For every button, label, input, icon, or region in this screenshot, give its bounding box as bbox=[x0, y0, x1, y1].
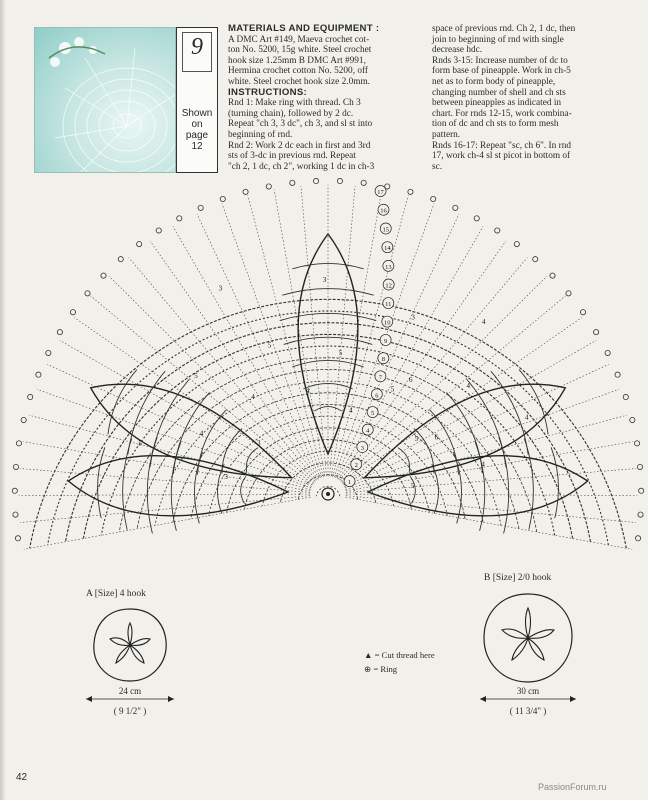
round-number-label: 17 bbox=[377, 188, 384, 196]
instruction-line: (turning chain), followed by 2 dc. bbox=[228, 108, 354, 119]
pineapple-motif bbox=[298, 234, 358, 454]
instruction-line: net as to form body of pineapple, bbox=[432, 76, 556, 87]
stitch-count-label: 5 bbox=[194, 371, 198, 380]
size-b-doily-icon bbox=[480, 590, 576, 686]
materials-line: ton No. 5200, 15g white. Steel crochet bbox=[228, 45, 372, 56]
size-a-dim-in: ( 9 1/2" ) bbox=[113, 706, 147, 716]
picot-loop bbox=[13, 512, 18, 517]
picot-loop bbox=[533, 257, 538, 262]
spoke-line bbox=[20, 468, 310, 492]
size-b-dim-cm: 30 cm bbox=[516, 686, 540, 696]
round-number-label: 12 bbox=[385, 282, 392, 290]
materials-line: A DMC Art #149, Maeva crochet cot- bbox=[228, 34, 370, 45]
stitch-count-label: 3 bbox=[218, 284, 223, 293]
legend-cut-thread bbox=[364, 648, 435, 662]
pineapple-row bbox=[195, 452, 203, 523]
picot-loop bbox=[637, 464, 642, 469]
stitch-count-label: 3 bbox=[256, 439, 261, 448]
picot-loop bbox=[57, 330, 62, 335]
instruction-line: Rnd 1: Make ring with thread. Ch 3 bbox=[228, 98, 361, 109]
round-number-label: 2 bbox=[354, 462, 358, 470]
round-number-label: 13 bbox=[385, 263, 392, 271]
picot-loop bbox=[514, 242, 519, 247]
instruction-line: sts of 3-dc in previous rnd. Repeat bbox=[228, 151, 356, 162]
pineapple-row bbox=[491, 371, 528, 454]
round-number-label: 7 bbox=[378, 374, 383, 382]
instruction-line: Rnds 16-17: Repeat "sc, ch 6". In rnd bbox=[432, 140, 572, 151]
picot-loop bbox=[630, 417, 635, 422]
stitch-count-label: 4 bbox=[306, 387, 310, 396]
stitch-count-label: 3 bbox=[322, 275, 327, 284]
instruction-line: between pineapples as indicated in bbox=[432, 98, 562, 109]
picot-loop bbox=[177, 216, 182, 221]
instruction-line: tion of dc and ch sts to form mesh bbox=[432, 119, 559, 130]
instruction-line: pattern. bbox=[432, 129, 461, 140]
size-a-dim-cm: 24 cm bbox=[118, 686, 142, 696]
round-number-label: 5 bbox=[370, 410, 375, 418]
picot-loop bbox=[313, 178, 318, 183]
instruction-line: join to beginning of rnd with single bbox=[432, 34, 564, 45]
picot-loop bbox=[220, 196, 225, 201]
round-number-label: 16 bbox=[380, 207, 387, 215]
round-number-label: 4 bbox=[366, 427, 370, 435]
picot-loop bbox=[36, 372, 41, 377]
round-arc bbox=[209, 416, 447, 516]
round-number-label: 1 bbox=[347, 479, 352, 487]
picot-loop bbox=[594, 330, 599, 335]
pineapple-row bbox=[147, 437, 157, 533]
instruction-line: decrease hdc. bbox=[432, 45, 483, 56]
round-number-label: 6 bbox=[375, 392, 379, 400]
legend-ring-text: = Ring bbox=[373, 664, 398, 674]
stitch-count-label: 5 bbox=[138, 439, 142, 448]
center-ring-dot bbox=[326, 492, 330, 496]
stitch-count-label: 4 bbox=[251, 392, 255, 401]
instructions-column-2 bbox=[432, 24, 614, 172]
picot-loop bbox=[70, 310, 75, 315]
round-number-label: 10 bbox=[384, 319, 391, 327]
shown-on-line3: page bbox=[185, 130, 209, 141]
pineapple-row bbox=[499, 437, 509, 533]
chart-round-labels bbox=[138, 185, 529, 490]
pineapple-row bbox=[524, 438, 533, 529]
picot-loop bbox=[337, 178, 342, 183]
picot-loop bbox=[243, 189, 248, 194]
spoke-line bbox=[336, 214, 459, 478]
picot-loop bbox=[15, 536, 20, 541]
pineapple-row bbox=[246, 448, 258, 473]
instruction-line: Rnd 2: Work 2 dc each in first and 3rd bbox=[228, 140, 371, 151]
legend-cut-text: = Cut thread here bbox=[374, 650, 435, 660]
stitch-count-label: 4 bbox=[466, 382, 471, 391]
instruction-line: chart. For rnds 12-15, work combina- bbox=[432, 108, 572, 119]
picot-loop bbox=[13, 464, 18, 469]
pineapple-row bbox=[293, 263, 364, 268]
picot-loop bbox=[408, 189, 413, 194]
crochet-chart-diagram bbox=[0, 176, 648, 596]
picot-loop bbox=[580, 310, 585, 315]
stitch-count-label: 5 bbox=[410, 482, 415, 491]
round-number-label: 8 bbox=[381, 356, 385, 364]
chart-stitch-lines bbox=[12, 178, 644, 549]
picot-loop bbox=[156, 228, 161, 233]
pineapple-row bbox=[123, 438, 132, 529]
stitch-count-label: 5 bbox=[338, 349, 343, 358]
stitch-count-label: 3 bbox=[411, 313, 415, 322]
picot-loop bbox=[137, 242, 142, 247]
instruction-line: space of previous rnd. Ch 2, 1 dc, then bbox=[432, 24, 576, 34]
spoke-line bbox=[338, 276, 547, 481]
size-b-dim-in: ( 11 3/4" ) bbox=[509, 706, 547, 716]
watermark: PassionForum.ru bbox=[538, 782, 607, 792]
pineapple-row bbox=[475, 442, 485, 531]
size-b-label: B [Size] 2/0 hook bbox=[484, 573, 552, 583]
round-number-label: 3 bbox=[360, 445, 364, 453]
picot-loop bbox=[46, 350, 51, 355]
spoke-line bbox=[24, 497, 310, 549]
stitch-count-label: 3 bbox=[224, 473, 228, 482]
shown-on-line1: Shown bbox=[181, 108, 213, 119]
stitch-count-label: 5 bbox=[414, 435, 419, 444]
spoke-line bbox=[60, 340, 313, 485]
picot-loop bbox=[85, 291, 90, 296]
round-arc bbox=[262, 451, 393, 506]
spoke-line bbox=[47, 364, 311, 486]
spoke-line bbox=[19, 494, 310, 495]
stitch-count-label: 4 bbox=[524, 413, 529, 422]
stitch-count-label: 4 bbox=[481, 460, 485, 469]
pineapple-row bbox=[171, 442, 181, 531]
picot-loop bbox=[266, 184, 271, 189]
spoke-line bbox=[330, 186, 355, 476]
picot-loop bbox=[634, 441, 639, 446]
picot-loop bbox=[16, 441, 21, 446]
materials-line: hook size 1.25mm B DMC Art #991, bbox=[228, 55, 366, 66]
picot-loop bbox=[474, 216, 479, 221]
picot-loop bbox=[21, 417, 26, 422]
shown-on-page bbox=[177, 108, 217, 152]
spoke-line bbox=[337, 226, 483, 478]
picot-loop bbox=[290, 180, 295, 185]
picot-loop bbox=[453, 205, 458, 210]
instruction-line: Repeat "ch 3, 3 dc", ch 3, and sl st into bbox=[228, 119, 373, 130]
pattern-number: 9 bbox=[191, 34, 203, 60]
picot-loop bbox=[566, 291, 571, 296]
instruction-line: changing number of shell and ch sts bbox=[432, 87, 566, 98]
pineapple-row bbox=[128, 371, 165, 454]
pineapple-row bbox=[551, 447, 558, 518]
pattern-number-box bbox=[176, 27, 218, 173]
picot-loop bbox=[12, 488, 17, 493]
instruction-line: sc. bbox=[432, 161, 443, 172]
picot-loop bbox=[605, 350, 610, 355]
spoke-line bbox=[150, 241, 317, 482]
pineapple-row bbox=[98, 447, 105, 518]
shown-on-line2: on bbox=[191, 119, 203, 130]
instruction-line: 17, work ch-4 sl st picot in bottom of bbox=[432, 151, 571, 162]
instructions-column-1 bbox=[228, 24, 424, 172]
spoke-line bbox=[346, 494, 637, 495]
picot-loop bbox=[28, 394, 33, 399]
page-number: 42 bbox=[16, 772, 28, 783]
picot-loop bbox=[550, 273, 555, 278]
stitch-count-label: 4 bbox=[482, 318, 486, 327]
spoke-line bbox=[222, 204, 322, 478]
round-number-label: 9 bbox=[384, 337, 388, 345]
picot-loop bbox=[431, 196, 436, 201]
stitch-count-label: 5 bbox=[390, 385, 395, 394]
shown-on-line4: 12 bbox=[191, 141, 203, 152]
spoke-line bbox=[129, 258, 317, 481]
ring-icon: ⊕ bbox=[364, 664, 372, 674]
stitch-count-label: 4 bbox=[349, 406, 353, 415]
chart-legend bbox=[364, 648, 435, 676]
stitch-count-label: 5 bbox=[267, 341, 272, 350]
spoke-line bbox=[344, 364, 608, 486]
round-number-label: 11 bbox=[385, 301, 392, 309]
pineapple-row bbox=[398, 448, 410, 473]
instructions-heading: INSTRUCTIONS: bbox=[228, 86, 308, 98]
spoke-line bbox=[37, 389, 311, 488]
picot-loop bbox=[623, 394, 628, 399]
instruction-line: "ch 2, 1 dc, ch 2", working 1 dc in ch-3 bbox=[228, 161, 375, 172]
materials-line: Hermina crochet cotton No. 5200, off bbox=[228, 66, 369, 77]
instruction-line: form base of pineapple. Work in ch-5 bbox=[432, 66, 571, 77]
round-number-label: 14 bbox=[384, 245, 391, 253]
size-a-label: A [Size] 4 hook bbox=[86, 589, 146, 599]
doily-photo bbox=[34, 27, 176, 173]
spoke-line bbox=[346, 468, 636, 492]
picot-loop bbox=[118, 257, 123, 262]
materials-line: white. Steel crochet hook size 2.0mm. bbox=[228, 76, 370, 87]
spoke-line bbox=[301, 186, 326, 476]
picot-loop bbox=[638, 512, 643, 517]
stitch-count-label: 6 bbox=[434, 433, 439, 442]
instruction-line: beginning of rnd. bbox=[228, 129, 293, 140]
pineapple-motif bbox=[68, 456, 288, 516]
stitch-count-label: 6 bbox=[409, 375, 413, 384]
spoke-line bbox=[248, 195, 324, 476]
spoke-line bbox=[173, 226, 319, 478]
instruction-line: Rnds 3-15: Increase number of dc to bbox=[432, 55, 568, 66]
spoke-line bbox=[109, 276, 315, 481]
round-number-label: 15 bbox=[382, 226, 390, 234]
pineapple-row bbox=[453, 452, 461, 523]
stitch-count-label: 4 bbox=[199, 429, 204, 438]
pineapple-row bbox=[241, 476, 246, 503]
picot-loop bbox=[615, 372, 620, 377]
cut-thread-icon: ▲ bbox=[364, 650, 373, 660]
picot-loop bbox=[198, 205, 203, 210]
picot-loop bbox=[495, 228, 500, 233]
picot-loop bbox=[639, 488, 644, 493]
legend-ring bbox=[364, 662, 435, 676]
spoke-line bbox=[346, 497, 632, 549]
materials-heading: MATERIALS AND EQUIPMENT : bbox=[228, 23, 380, 34]
picot-loop bbox=[101, 273, 106, 278]
pineapple-row bbox=[108, 370, 137, 435]
picot-loop bbox=[361, 180, 366, 185]
picot-loop bbox=[635, 536, 640, 541]
size-a-doily-icon bbox=[90, 605, 170, 685]
